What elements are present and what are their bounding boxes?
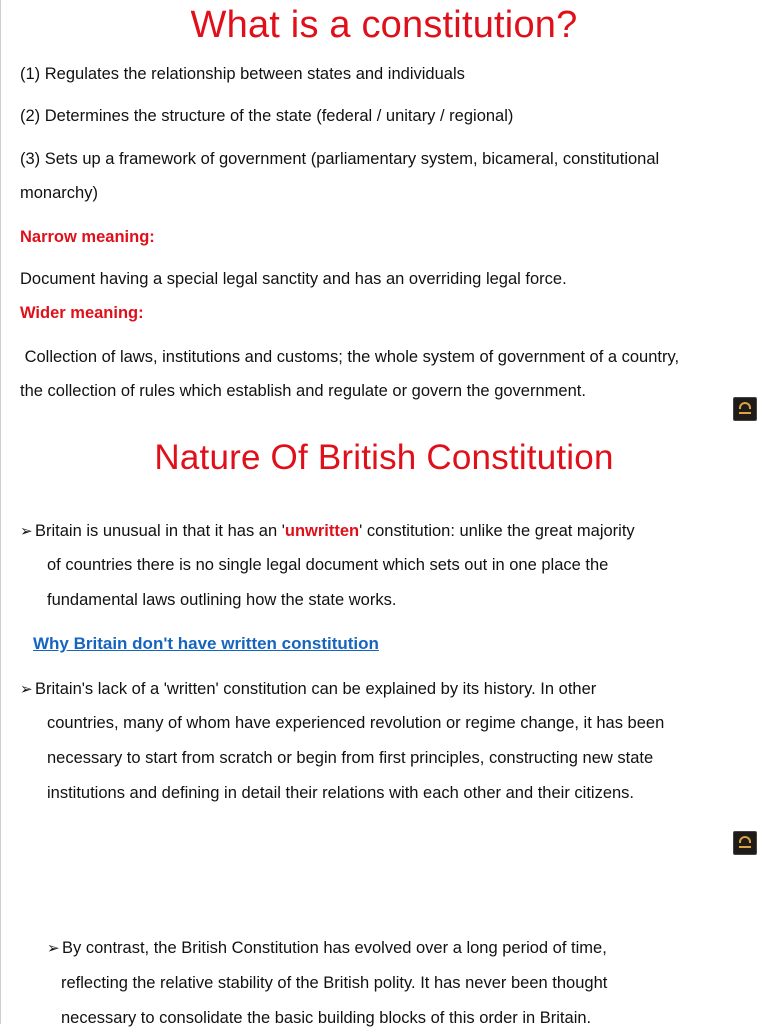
wider-meaning-text: Collection of laws, institutions and customs; the whole system of government of a country,	[20, 348, 680, 366]
bullet-paragraph-line: necessary to start from scratch or begin from first principles, constructing new state	[47, 749, 654, 767]
narrow-meaning-text: Document having a special legal sanctity and has an overriding legal force.	[20, 270, 567, 288]
bullet-paragraph: ➢ Britain is unusual in that it has an 'unwritten' constitution: unlike the great majority	[20, 514, 635, 549]
list-item: (3) Sets up a framework of government (parliamentary system, bicameral, constitutional	[20, 150, 660, 168]
page-left-border	[0, 0, 1, 1024]
arrow-bullet-icon: ➢	[20, 523, 33, 540]
why-britain-link[interactable]: Why Britain don't have written constitution	[33, 634, 379, 653]
bullet-paragraph: ➢ By contrast, the British Constitution has evolved over a long period of time,	[47, 931, 607, 966]
page-title: What is a constitution?	[190, 4, 578, 46]
bullet-paragraph-line: of countries there is no single legal document which sets out in one place the	[47, 556, 609, 574]
section-title: Nature Of British Constitution	[154, 438, 614, 477]
highlight-word: unwritten	[284, 522, 360, 540]
bullet-paragraph-line: reflecting the relative stability of the British polity. It has never been thought	[61, 974, 608, 992]
bullet-paragraph-line: necessary to consolidate the basic building blocks of this order in Britain.	[61, 1009, 592, 1027]
law-logo-icon	[733, 397, 757, 421]
law-logo-icon	[733, 831, 757, 855]
narrow-meaning-heading: Narrow meaning:	[20, 228, 155, 246]
wider-meaning-heading: Wider meaning:	[20, 304, 144, 322]
wider-meaning-text: the collection of rules which establish and regulate or govern the government.	[20, 382, 586, 400]
list-item-continuation: monarchy)	[20, 184, 98, 202]
list-item: (2) Determines the structure of the state (federal / unitary / regional)	[20, 107, 514, 125]
arrow-bullet-icon: ➢	[47, 940, 60, 957]
bullet-paragraph-line: countries, many of whom have experienced revolution or regime change, it has been	[47, 714, 665, 732]
arrow-bullet-icon: ➢	[20, 681, 33, 698]
list-item: (1) Regulates the relationship between states and individuals	[20, 65, 465, 83]
bullet-paragraph-line: institutions and defining in detail their relations with each other and their citizens.	[47, 784, 635, 802]
bullet-paragraph: ➢ Britain's lack of a 'written' constitution can be explained by its history. In other	[20, 672, 596, 707]
bullet-paragraph-line: fundamental laws outlining how the state works.	[47, 591, 397, 609]
